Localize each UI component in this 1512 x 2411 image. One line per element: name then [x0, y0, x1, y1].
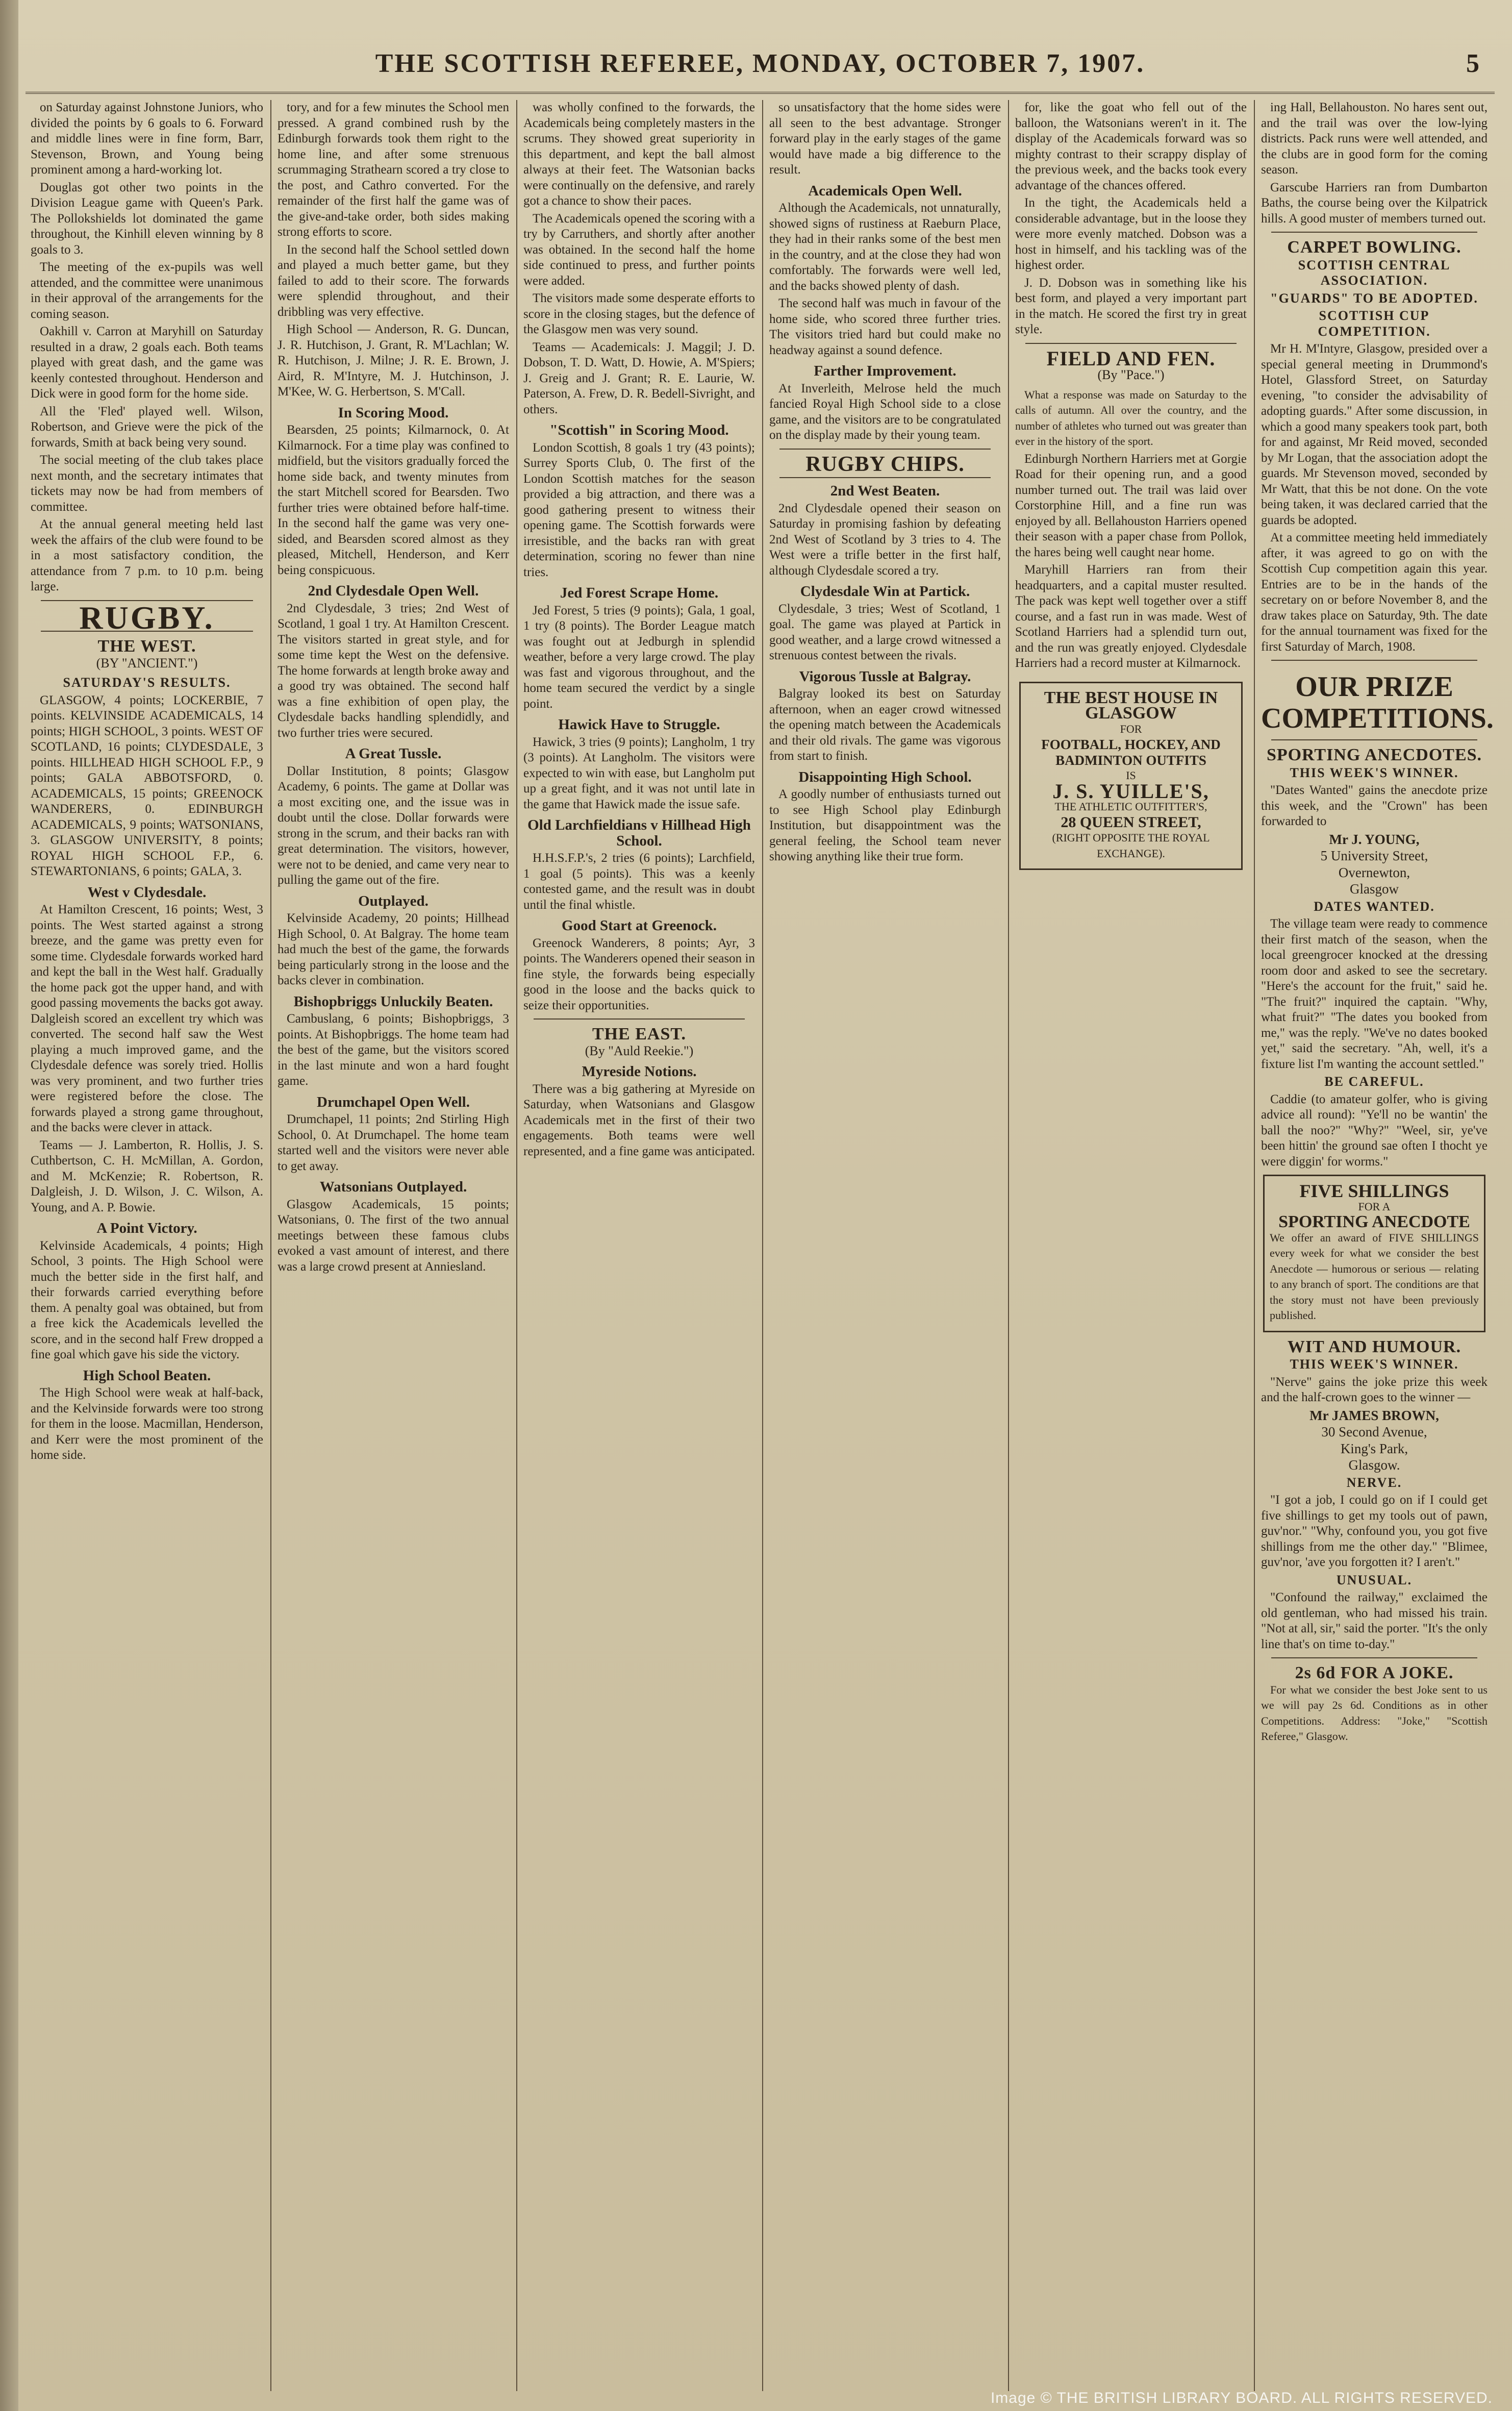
col3-paragraph: The Academicals opened the scoring with a try by Carruthers, and shortly after another was obtained. In the second half the home side continued to press, and further points were added. — [523, 211, 755, 288]
col4-intro: so unsatisfactory that the home sides were all seen to the best advantage. Stronger forward play in the early stages of the game would have made a big difference to the result. — [769, 101, 1001, 177]
article-text: The second half was much in favour of the home side, who scored three further tries. The visitors tried hard but could make no headway against a sound defence. — [769, 296, 1001, 357]
ad-line: (RIGHT OPPOSITE THE ROYAL EXCHANGE). — [1052, 831, 1210, 860]
ad-line: FOR — [1120, 722, 1142, 735]
joke-prize-heading: 2s 6d FOR A JOKE. — [1295, 1663, 1454, 1682]
article-heading: 2nd Clydesdale Open Well. — [308, 583, 479, 599]
notice-line: FOR A — [1358, 1200, 1391, 1213]
winner-heading: THIS WEEK'S WINNER. — [1290, 765, 1459, 780]
anecdote-title: BE CAREFUL. — [1324, 1074, 1424, 1089]
col5-paragraph: J. D. Dobson was in something like his best form, and played a very important part in the match. He scored the first try in great style. — [1015, 276, 1247, 336]
winner-address: Overnewton, — [1338, 864, 1410, 880]
article-heading: Clydesdale Win at Partick. — [800, 583, 970, 600]
ad-line: 28 QUEEN STREET, — [1061, 813, 1201, 831]
article-text: At Hamilton Crescent, 16 points; West, 3 points. The West started against a strong breeze, and the game was pretty even for some time. Clydesdale forwards worked hard and kept the ball in the West half. Gradually the home pack got the upper hand, and with good passing movements the backs got away. Dalgleish scored an excellent try which was converted. The second half saw the West playing a much improved game, and the Clydesdale defence was sorely tried. Hollis was very prominent, and two further tries were registered before the close. The forwards played a strong game throughout, and the backs were clever in attack. — [31, 903, 263, 1134]
notice-line: FIVE SHILLINGS — [1299, 1181, 1449, 1201]
article-text: 2nd Clydesdale, 3 tries; 2nd West of Scotland, 1 goal 1 try. At Hamilton Crescent. The visitors started in great style, and for some time kept the West on the defensive. The home forwards at length broke away and a good try was obtained. The second half was a fine exhibition of open play, the Clydesdale backs handling splendidly, and two further tries were secured. — [278, 601, 509, 740]
col3-paragraph: The visitors made some desperate efforts to score in the closing stages, but the defence of the Glasgow men was very sound. — [523, 291, 755, 336]
joke-title: UNUSUAL. — [1336, 1572, 1413, 1587]
article-text: There was a big gathering at Myreside on Saturday, when Watsonians and Glasgow Academicals met in the first of their two engagements. Both teams were well represented, and a fine game was anticipated. — [523, 1082, 755, 1158]
col2-intro: tory, and for a few minutes the School men pressed. A grand combined rush by the Edinburgh forwards took them right to the home line, and after some strenuous scrummaging Strathearn scored a try close to the post, and Cathro converted. For the remainder of the first half the game was of the give-and-take order, both sides making strong efforts to score. — [278, 101, 509, 239]
col3-teams: Teams — Academicals: J. Maggil; J. D. Dobson, T. D. Watt, D. Howie, A. M'Spiers; J. Greig and J. Grant; R. E. Laurie, W. Paterson, A. Frew, D. R. Bedell-Sivright, and others. — [523, 340, 755, 416]
article-text: Glasgow Academicals, 15 points; Watsonians, 0. The first of the two annual meetings between these famous clubs evoked a vast amount of interest, and there was a large crowd present at Anniesland. — [278, 1197, 509, 1274]
winner-address: 30 Second Avenue, — [1321, 1424, 1427, 1439]
article-heading: Vigorous Tussle at Balgray. — [799, 668, 971, 685]
article-text: Mr H. M'Intyre, Glasgow, presided over a special general meeting in Drummond's Hotel, Glassford Street, on Saturday evening, "to consider the advisability of adopting guards." After some discussion, in which a good many speakers took part, both for and against, Mr Reid moved, seconded by Mr Logan, that the association adopt the guards. Mr Stevenson moved, seconded by Mr Watt, that this be not done. On the vote being taken, it was declared carried that the guards be adopted. — [1261, 342, 1488, 527]
joke-text: "I got a job, I could go on if I could get five shillings to get my tools out of pawn, guv'nor." "Why, confound you, you got five shillings from me the other day." "Blimee, guv'nor, 'ave you forgotten it? I aren't." — [1261, 1493, 1488, 1569]
carpet-bowling-sub: SCOTTISH CUP COMPETITION. — [1318, 308, 1431, 339]
article-text: Bearsden, 25 points; Kilmarnock, 0. At Kilmarnock. For a time play was confined to midfield, but the visitors gradually forced the home side back, and twenty minutes from the start Mitchell scored for Bearsden. Two further tries were obtained before half-time. In the second half the game was very one-sided, and Bearsden scored almost as they pleased, Mitchell, Henderson, and Kerr being conspicuous. — [278, 423, 509, 577]
article-heading: Watsonians Outplayed. — [319, 1179, 467, 1195]
section-rule — [1271, 1657, 1477, 1658]
joke-prize-text: For what we consider the best Joke sent to us we will pay 2s 6d. Conditions as in other Competitions. Address: "Joke," "Scottish Referee," Glasgow. — [1261, 1683, 1488, 1743]
field-and-fen-note: What a response was made on Saturday to the calls of autumn. All over the country, and the number of athletes who turned out was greater than ever in the history of the sport. — [1015, 388, 1247, 448]
col6-paragraph: Garscube Harriers ran from Dumbarton Baths, the course being over the Kilpatrick hills. A good muster of members turned out. — [1261, 180, 1488, 226]
carpet-bowling-heading: CARPET BOWLING. — [1287, 238, 1461, 257]
article-heading: A Point Victory. — [96, 1220, 197, 1236]
joke-text: "Confound the railway," exclaimed the old gentleman, who had missed his train. "Not at all, sir," said the porter. "It's the only line that's on time to-day." — [1261, 1590, 1488, 1651]
article-heading: West v Clydesdale. — [87, 884, 207, 901]
section-rule — [1271, 660, 1477, 661]
field-and-fen-heading: FIELD AND FEN. — [1046, 346, 1216, 370]
col2-paragraph: In the second half the School settled down and played a much better game, but they failed to add to their score. The forwards were splendid throughout, and their dribbling was very effective. — [278, 242, 509, 319]
notice-line: SPORTING ANECDOTE — [1278, 1212, 1470, 1231]
masthead-title: THE SCOTTISH REFEREE, MONDAY, OCTOBER 7, 1907. — [375, 49, 1145, 78]
article-heading: High School Beaten. — [83, 1367, 211, 1384]
section-rule — [779, 477, 991, 478]
the-east-byline: (By "Auld Reekie.") — [585, 1043, 694, 1058]
section-rule — [779, 449, 991, 450]
carpet-bowling-sub: SCOTTISH CENTRAL ASSOCIATION. — [1298, 257, 1451, 288]
article-heading: Bishopbriggs Unluckily Beaten. — [293, 993, 493, 1010]
the-west-byline: (BY "ANCIENT.") — [96, 655, 198, 670]
col1-paragraph: Douglas got other two points in the Division League game with Queen's Park. The Pollokshields lot dominated the game throughout, the Kinhill eleven winning by 8 goals to 3. — [31, 180, 263, 257]
col6-intro: ing Hall, Bellahouston. No hares sent out, and the trail was over the low-lying districts. Pack runs were well attended, and the clubs are in good form for the coming season. — [1261, 101, 1488, 177]
winner-address: 5 University Street, — [1320, 848, 1428, 863]
article-text: Cambuslang, 6 points; Bishopbriggs, 3 points. At Bishopbriggs. The home team had the best of the game, but the visitors scored in the last minute and won a hard fought game. — [278, 1012, 509, 1088]
wit-and-humour-heading: WIT AND HUMOUR. — [1287, 1337, 1461, 1356]
ad-line: THE BEST HOUSE IN GLASGOW — [1044, 688, 1218, 723]
article-text: At Inverleith, Melrose held the much fancied Royal High School side to a close game, and the visitors are to be congratulated on the display made by their young team. — [769, 381, 1001, 442]
article-text: London Scottish, 8 goals 1 try (43 points); Surrey Sports Club, 0. The first of the London Scottish matches for the season provided a big attraction, and there was a good gathering present to witness their opening game. The Scottish forwards were irresistible, and the backs ran with great determination, scoring no fewer than nine tries. — [523, 440, 755, 579]
article-heading: Academicals Open Well. — [808, 182, 962, 199]
article-heading: "Scottish" in Scoring Mood. — [549, 422, 729, 438]
article-text: Clydesdale, 3 tries; West of Scotland, 1 goal. The game was played at Partick in good weather, and a large crowd witnessed a strenuous contest between the rivals. — [769, 602, 1001, 662]
article-heading: 2nd West Beaten. — [830, 483, 940, 499]
col1-paragraph: The social meeting of the club takes place next month, and the secretary intimates that tickets may now be had from members of committee. — [31, 453, 263, 514]
winner-address: Glasgow — [1350, 881, 1399, 897]
section-rule — [1025, 343, 1237, 344]
winner-address: King's Park, — [1340, 1440, 1408, 1456]
col1-paragraph: Oakhill v. Carron at Maryhill on Saturday resulted in a draw, 2 goals each. Both teams played with great dash, and the game was keenly contested throughout. Henderson and Dick were in good form for the home side. — [31, 325, 263, 401]
article-text: Greenock Wanderers, 8 points; Ayr, 3 points. The Wanderers opened their season in fine style, the forwards being especially good in the loose and the backs quick to seize their opportunities. — [523, 936, 755, 1012]
section-rule — [534, 1018, 745, 1020]
section-rule — [1271, 232, 1477, 233]
page-number: 5 — [1466, 49, 1479, 78]
sporting-anecdotes-heading: SPORTING ANECDOTES. — [1266, 745, 1482, 764]
col1-paragraph: At the annual general meeting held last week the affairs of the club were found to be in a most satisfactory condition, the attendance from 7 p.m. to 10 p.m. being large. — [31, 517, 263, 593]
masthead — [31, 48, 1490, 84]
notice-text: We offer an award of FIVE SHILLINGS every week for what we consider the best Anecdote — humorous or serious — relating to any branch of sport. The conditions are that the story must not have been previously published. — [1270, 1231, 1479, 1322]
col3-intro: was wholly confined to the forwards, the Academicals being completely masters in the scrums. They showed great superiority in this department, and kept the ball almost always at their feet. The Watsonian backs were continually on the defensive, and rarely got a chance to show their paces. — [523, 101, 755, 208]
article-heading: Jed Forest Scrape Home. — [560, 585, 719, 601]
article-heading: Outplayed. — [358, 892, 429, 909]
joke-title: NERVE. — [1346, 1475, 1402, 1490]
article-heading: Farther Improvement. — [814, 363, 956, 379]
article-text: Hawick, 3 tries (9 points); Langholm, 1 try (3 points). At Langholm. The visitors were expected to win with ease, but Langholm put up a great fight, and it was not until late in the game that Hawick made the issue safe. — [523, 735, 755, 811]
col1-paragraph: The meeting of the ex-pupils was well attended, and the committee were unanimous in their approval of the arrangements for the coming season. — [31, 260, 263, 321]
article-heading: Good Start at Greenock. — [562, 917, 717, 934]
results-list: GLASGOW, 4 points; LOCKERBIE, 7 points. KELVINSIDE ACADEMICALS, 14 points; HIGH SCHOOL, 3 points. WEST OF SCOTLAND, 16 points; CLYDESDALE, 3 points. HILLHEAD HIGH SCHOOL F.P., 9 points; GALA ABBOTSFORD, 0. ACADEMICALS, 15 points; GREENOCK WANDERERS, 0. EDINBURGH ACADEMICALS, 9 points; WATSONIANS, 3. GLASGOW UNIVERSITY, 8 points; ROYAL HIGH SCHOOL F.P., 6. STEWARTONIANS, 6 points; GALA, 3. — [31, 693, 263, 878]
article-text: Maryhill Harriers ran from their headquarters, and a capital muster resulted. The pack was kept well together over a stiff course, and a fast run in was made. West of Scotland Harriers had a splendid turn out, and the run was greatly enjoyed. Clydesdale Harriers had a record muster at Kilmarnock. — [1015, 563, 1247, 670]
anecdote-title: DATES WANTED. — [1314, 899, 1435, 914]
rugby-chips-heading: RUGBY CHIPS. — [805, 452, 965, 476]
article-heading: Old Larchfieldians v Hillhead High School. — [527, 817, 751, 849]
winner-heading: THIS WEEK'S WINNER. — [1290, 1357, 1459, 1372]
copyright-watermark: Image © THE BRITISH LIBRARY BOARD. ALL RIGHTS RESERVED. — [990, 2390, 1493, 2406]
col5-paragraph: In the tight, the Academicals held a considerable advantage, but in the loose they were more evenly matched. Dobson was a host in himself, and his tackling was of the highest order. — [1015, 196, 1247, 272]
ad-line: IS — [1126, 769, 1136, 782]
article-heading: Hawick Have to Struggle. — [558, 716, 720, 733]
column-3 — [517, 100, 761, 2391]
winner-text: "Nerve" gains the joke prize this week and the half-crown goes to the winner — — [1261, 1375, 1488, 1404]
article-text: The High School were weak at half-back, and the Kelvinside forwards were too strong for them in the loose. Macmillan, Henderson, and Kerr were the most prominent of the home side. — [31, 1386, 263, 1462]
article-text: Drumchapel, 11 points; 2nd Stirling High School, 0. At Drumchapel. The home team started well and the visitors were never able to get away. — [278, 1112, 509, 1173]
article-heading: A Great Tussle. — [345, 745, 442, 762]
prize-competitions-heading: OUR PRIZE COMPETITIONS. — [1261, 671, 1494, 734]
column-2 — [271, 100, 515, 2391]
article-heading: Myreside Notions. — [582, 1063, 697, 1080]
column-1 — [24, 100, 269, 2391]
ad-line: THE ATHLETIC OUTFITTER'S, — [1054, 800, 1207, 813]
the-west-heading: THE WEST. — [97, 637, 196, 656]
yuille-advertisement — [1019, 682, 1243, 871]
article-teams: Teams — J. Lamberton, R. Hollis, J. S. Cuthbertson, C. H. McMillan, A. Gordon, and M. McKenzie; R. Robertson, R. Dalgleish, J. D. Wilson, J. C. Wilson, A. Young, and A. P. Bowie. — [31, 1138, 263, 1214]
article-heading: Drumchapel Open Well. — [317, 1093, 470, 1110]
section-rule — [1271, 739, 1477, 740]
winner-name: Mr JAMES BROWN, — [1309, 1407, 1439, 1423]
anecdote-text: The village team were ready to commence their first match of the season, when the local greengrocer knocked at the dressing room door and asked to see the secretary. "Here's the account for the fruit," said he. "The fruit?" inquired the captain. "Why, what fruit?" "The dates you booked from me," was the reply. "We've no dates booked yet," said the secretary. "Ah, well, it's a fixture list I'm wanting the account settled." — [1261, 917, 1488, 1071]
winner-name: Mr J. YOUNG, — [1329, 831, 1420, 847]
article-heading: In Scoring Mood. — [338, 404, 449, 421]
columns-area — [24, 100, 1494, 2391]
winner-text: "Dates Wanted" gains the anecdote prize this week, and the "Crown" has been forwarded to — [1261, 783, 1488, 828]
article-text: 2nd Clydesdale opened their season on Saturday in promising fashion by defeating 2nd West of Scotland by 3 tries to 4. The West were a trifle better in the first half, although Clydesdale scored a try. — [769, 501, 1001, 578]
col2-teams: High School — Anderson, R. G. Duncan, J. R. Hutchison, J. Grant, R. M'Lachlan; W. R. Hutchison, J. Milne; J. R. E. Brown, J. Aird, R. M'Intyre, M. J. Hutchinson, J. M'Kee, W. G. Herbertson, S. M'Call. — [278, 322, 509, 399]
field-and-fen-byline: (By "Pace.") — [1097, 367, 1165, 382]
col1-intro: on Saturday against Johnstone Juniors, who divided the points by 6 goals to 6. Forward and middle lines were in fine form, Barr, Stevenson, Brown, and Young being prominent among a hard-working lot. — [31, 101, 263, 177]
col5-intro: for, like the goat who fell out of the balloon, the Watsonians weren't in it. The display of the Academicals forward was so mighty contrast to their scrappy display of the previous week, and the backs took every advantage of the chances offered. — [1015, 101, 1247, 192]
column-6 — [1255, 100, 1494, 2391]
article-text: Dollar Institution, 8 points; Glasgow Academy, 6 points. The game at Dollar was a most exciting one, and the issue was in doubt until the close. Dollar forwards were strong in the scrum, and their backs ran with great determination. The visitors, however, were not to be denied, and came very near to pulling the game out of the fire. — [278, 764, 509, 887]
article-text: Kelvinside Academicals, 4 points; High School, 3 points. The High School were much the better side in the first half, and their forwards carried everything before them. A penalty goal was obtained, but from a free kick the Academicals levelled the score, and in the second half Frew dropped a fine goal which gave his side the victory. — [31, 1238, 263, 1361]
five-shillings-notice — [1263, 1175, 1485, 1332]
masthead-rule — [26, 92, 1495, 94]
article-text: A goodly number of enthusiasts turned out to see High School play Edinburgh Institution, but disappointment was the general feeling, the School team never showing anything like their true form. — [769, 787, 1001, 863]
results-heading: SATURDAY'S RESULTS. — [63, 675, 231, 690]
article-text: Edinburgh Northern Harriers met at Gorgie Road for their opening run, and a good number turned out. The trail was laid over Corstorphine Hill, and a fine run was enjoyed by all. Bellahouston Harriers opened their season with a paper chase from Pollok, the hares being well caught near home. — [1015, 452, 1247, 559]
article-text: H.H.S.F.P.'s, 2 tries (6 points); Larchfield, 1 goal (5 points). This was a keenly contested game, and the result was in doubt until the final whistle. — [523, 851, 755, 912]
article-text: Although the Academicals, not unnaturally, showed signs of rustiness at Raeburn Place, they had in their ranks some of the best men in the country, and at the close they had won comfortably. The forwards were well led, and the backs showed plenty of dash. — [769, 201, 1001, 293]
article-text: Jed Forest, 5 tries (9 points); Gala, 1 goal, 1 try (8 points). The Border League match was fought out at Jedburgh in splendid weather, before a very large crowd. The play was fast and vigorous throughout, and the home team secured the verdict by a single point. — [523, 603, 755, 711]
article-text: Kelvinside Academy, 20 points; Hillhead High School, 0. At Balgray. The home team had much the best of the game, the forwards being particularly strong in the loose and the backs clever in combination. — [278, 911, 509, 987]
winner-address: Glasgow. — [1348, 1457, 1400, 1473]
article-text: Balgray looked its best on Saturday afternoon, when an eager crowd witnessed the opening match between the Academicals and their old rivals. The game was vigorous from start to finish. — [769, 687, 1001, 763]
the-east-heading: THE EAST. — [592, 1025, 687, 1043]
rugby-heading: RUGBY. — [79, 599, 215, 636]
binding-gutter — [0, 0, 18, 2411]
ad-line: FOOTBALL, HOCKEY, AND BADMINTON OUTFITS — [1041, 737, 1221, 768]
col1-paragraph: All the 'Fled' played well. Wilson, Robertson, and Grieve were the pick of the forwards, Smith at back being very sound. — [31, 404, 263, 450]
column-4 — [763, 100, 1007, 2391]
article-heading: Disappointing High School. — [798, 768, 972, 785]
carpet-bowling-sub: "GUARDS" TO BE ADOPTED. — [1270, 290, 1478, 306]
article-text: At a committee meeting held immediately after, it was agreed to go on with the Scottish Cup competition again this year. Entries are to be in the hands of the secretary on or before November 8, and the draw takes place on Saturday, 9th. The date for the annual tournament was fixed for the first Saturday of March, 1908. — [1261, 531, 1488, 654]
ad-shop-name: J. S. YUILLE'S, — [1052, 779, 1209, 803]
anecdote-text: Caddie (to amateur golfer, who is giving advice all round): "Ye'll no be wantin' the ball the noo?" "Why?" "Weel, sir, ye've been hittin' the ground sae often I thocht ye were diggin' for worms." — [1261, 1092, 1488, 1169]
column-5 — [1009, 100, 1253, 2391]
